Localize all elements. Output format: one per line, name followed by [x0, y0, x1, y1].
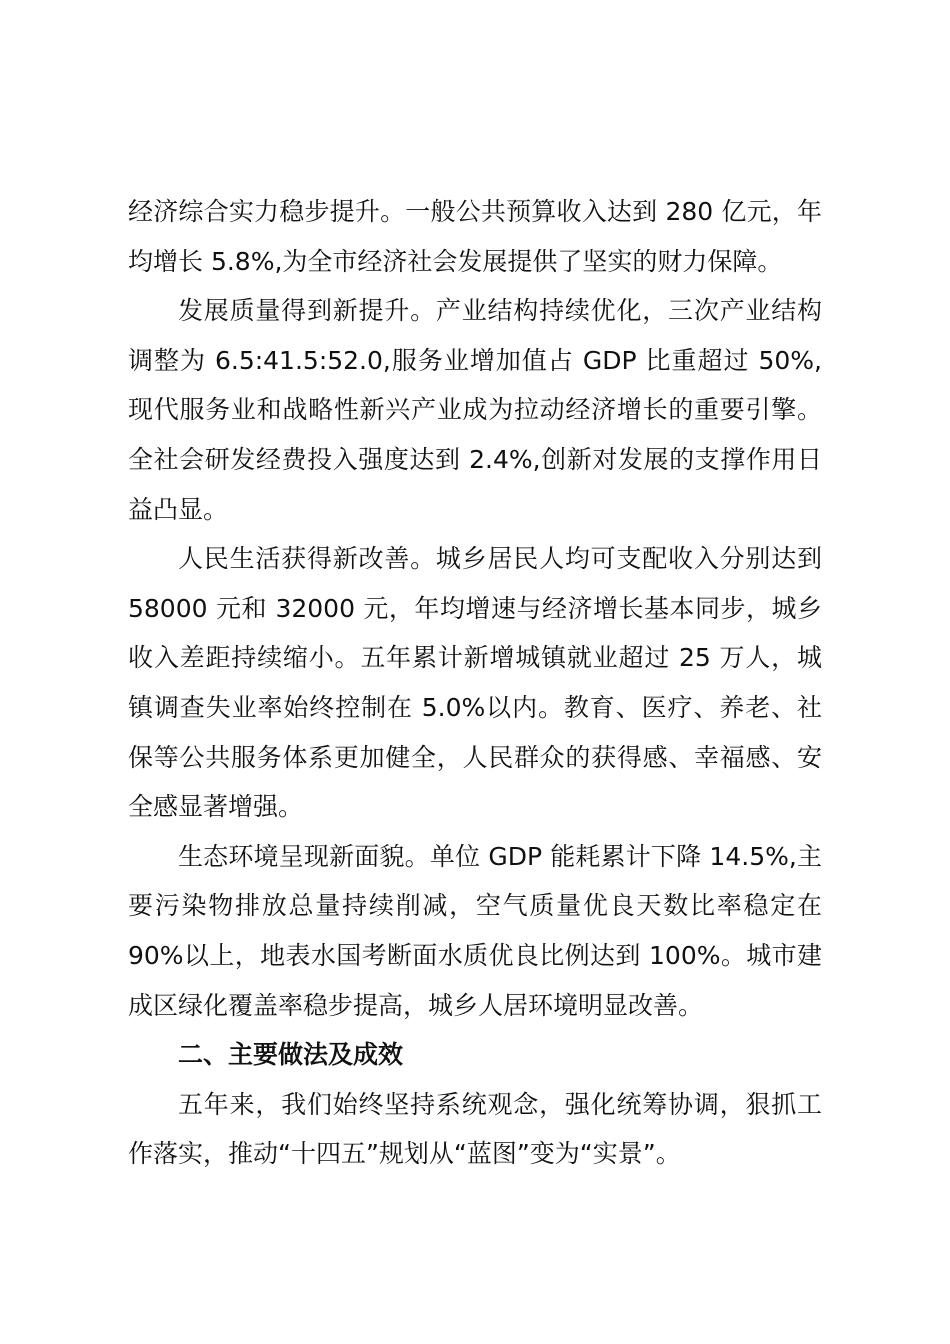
paragraph-economic-strength: 经济综合实力稳步提升。一般公共预算收入达到 280 亿元，年均增长 5.8%,为全市经济社会发展提供了坚实的财力保障。 [128, 197, 822, 276]
paragraph-people-livelihood: 人民生活获得新改善。城乡居民人均可支配收入分别达到 58000 元和 32000 元，年均增速与经济增长基本同步，城乡收入差距持续缩小。五年累计新增城镇就业超过 25 万人，城镇调查失业率始终控制在 5.0%以内。教育、医疗、养老、社保等公共服务体系更加健全，人民群众的获得感、幸福感、安全感显著增强。 [128, 544, 822, 822]
section-heading-main-practices: 二、主要做法及成效 [178, 1040, 404, 1070]
document-body [128, 187, 822, 1179]
paragraph-development-quality: 发展质量得到新提升。产业结构持续优化，三次产业结构调整为 6.5:41.5:52.0,服务业增加值占 GDP 比重超过 50%,现代服务业和战略性新兴产业成为拉动经济增长的重要引擎。全社会研发经费投入强度达到 2.4%,创新对发展的支撑作用日益凸显。 [128, 296, 822, 524]
paragraph-ecological-environment: 生态环境呈现新面貌。单位 GDP 能耗累计下降 14.5%,主要污染物排放总量持续削减，空气质量优良天数比率稳定在 90%以上，地表水国考断面水质优良比例达到 100%。城市建成区绿化覆盖率稳步提高，城乡人居环境明显改善。 [128, 841, 822, 1020]
paragraph-five-years-summary: 五年来，我们始终坚持系统观念，强化统筹协调，狠抓工作落实，推动“十四五”规划从“蓝图”变为“实景”。 [128, 1089, 822, 1169]
